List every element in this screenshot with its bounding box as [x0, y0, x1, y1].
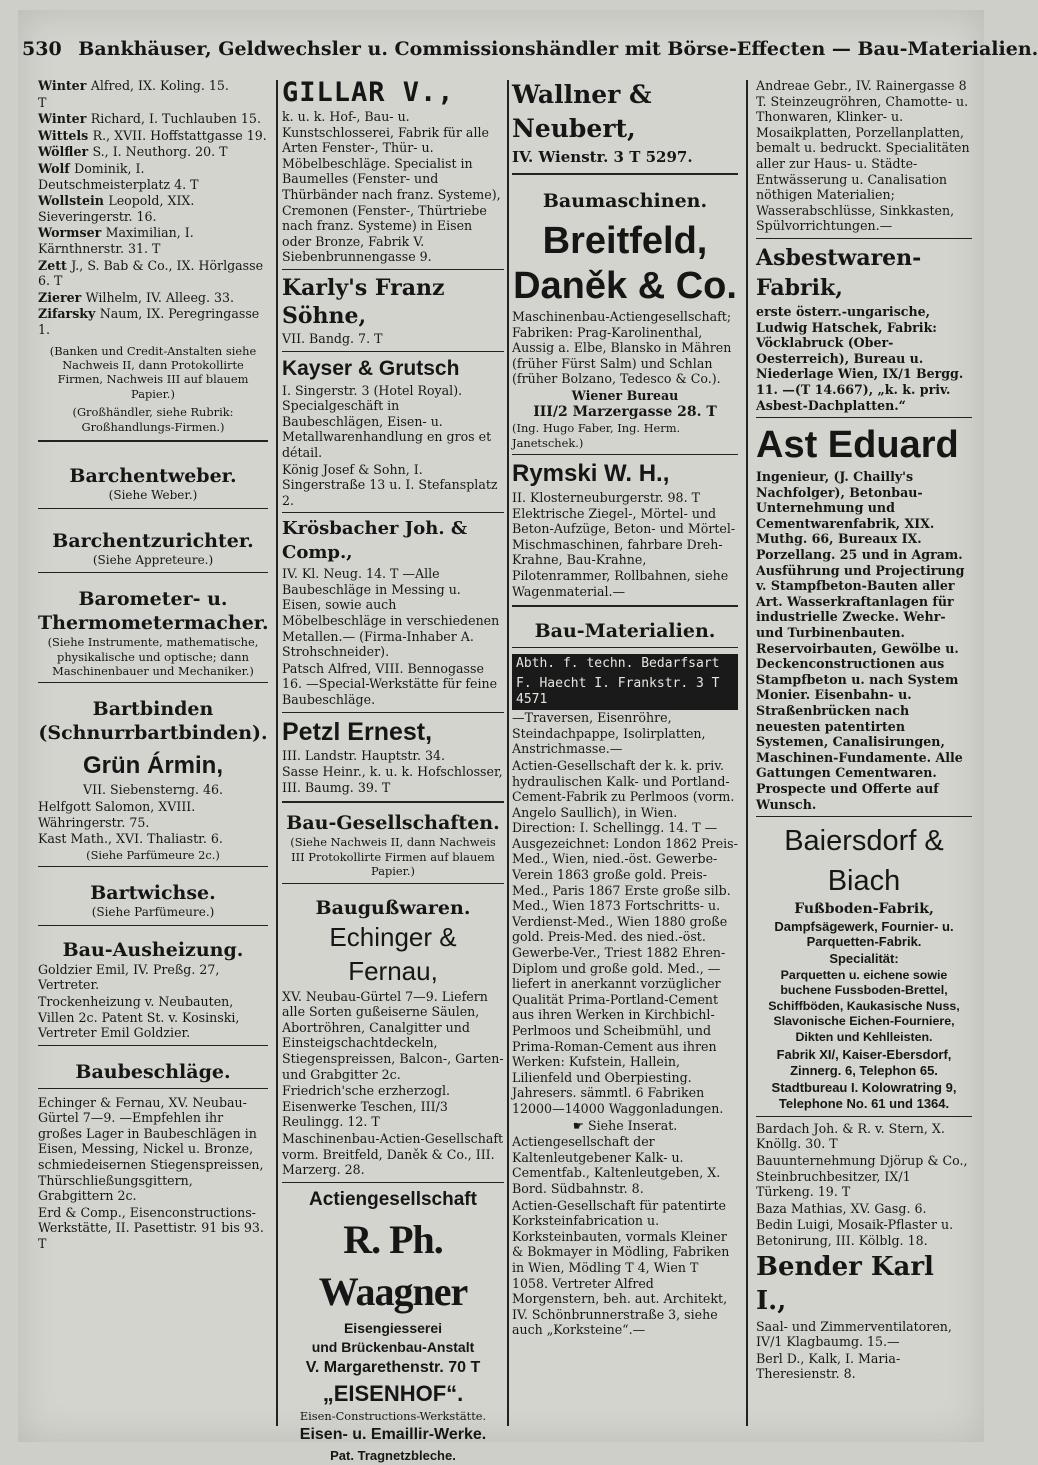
- eisenconst: Eisen-Constructions-Werkstätte.: [299, 1408, 487, 1423]
- note-wholesalers: (Großhändler, siehe Rubrik: Großhandlungs-Firmen.): [72, 405, 234, 434]
- entry-text: R., XVII. Hoffstattgasse 19.: [92, 127, 267, 143]
- section-title: Bau-Materialien.: [534, 620, 716, 643]
- entry-friedrich: Friedrich'sche erzherzogl. Eisenwerke Teschen, III/3 Reulingg. 12. T: [282, 1083, 451, 1130]
- entry-echinger: Echinger & Fernau, XV. Neubau-Gürtel 7—9. —Empfehlen ihr großes Lager in Baubeschlägen in Eisen, Messing, Nickel u. Bronze, schmiedeisernen Stiegenspreissen, Thürschließungsgittern, Grabgittern 2c.: [38, 1094, 264, 1204]
- divider: [38, 682, 268, 683]
- banner-text: —Traversen, Eisenröhre, Steindachpappe, Isolirplatten, Anstrichmasse.—: [512, 710, 706, 757]
- kroes-text: IV. Kl. Neug. 14. T —Alle Baubeschläge in Messing u. Eisen, sowie auch Möbelbeschläge in verschiedenen Metallen.— (Firma-Inhaber A. Strohschneider).: [282, 566, 500, 660]
- divider: [38, 925, 268, 926]
- column-1: [38, 78, 268, 1430]
- divider: [282, 351, 504, 352]
- column-4: [756, 78, 972, 1430]
- entry-bauunternehmung: Bauunternehmung Djörup & Co., Steinbruchbesitzer, IX/1 Türkeng. 19. T: [756, 1153, 968, 1200]
- page-number: 530: [22, 38, 62, 60]
- gillar-name: GILLAR V.,: [282, 77, 455, 108]
- divider: [512, 605, 738, 607]
- divider: [282, 712, 504, 713]
- entry-name: Zett: [38, 257, 72, 273]
- bender-name: Bender Karl I.,: [756, 1251, 934, 1316]
- ad-banner-line1: Abth. f. techn. Bedarfsart: [512, 654, 738, 674]
- inserat-ref: ☛ Siehe Inserat.: [572, 1117, 678, 1133]
- section-note: (Siehe Weber.): [108, 487, 198, 502]
- waagner-addr: V. Margarethenstr. 70 T: [305, 1358, 481, 1376]
- entry-maschinenbau: Maschinenbau-Actien-Gesellschaft vorm. Breitfeld, Daněk & Co., III. Marzerg. 28.: [282, 1130, 504, 1178]
- directory-entry: [38, 78, 268, 94]
- waagner-line2: und Brückenbau-Anstalt: [311, 1338, 475, 1355]
- rymski-name: Rymski W. H.,: [512, 459, 670, 487]
- entry-text: Wilhelm, IV. Alleeg. 33.: [85, 289, 235, 305]
- directory-entry: [38, 95, 268, 111]
- divider: [512, 454, 738, 455]
- entry-korkstein: Actien-Gesellschaft für patentirte Korksteinfabrication u. Korksteinbauten, vormals Kleiner & Bokmayer in Mödling, Fabriken in Wien, Mödling T 4, Wien T 1058. Vertreter Alfred Morgenstern, beh. aut. Architekt, IV. Schönbrunnerstraße 3, siehe auch „Korksteine“.—: [512, 1197, 730, 1338]
- entry-koenig: König Josef & Sohn, I. Singerstraße 13 u. I. Stefansplatz 2.: [282, 461, 498, 508]
- divider: [38, 1045, 268, 1046]
- entry-helfgott: Helfgott Salomon, XVIII. Währingerstr. 75.: [38, 798, 196, 830]
- entry-erd: Erd & Comp., Eisenconstructions-Werkstätte, II. Pasettistr. 91 bis 93. T: [38, 1204, 264, 1252]
- divider: [756, 1116, 972, 1117]
- breitfeld-text: Maschinenbau-Actiengesellschaft; Fabriken: Prag-Karolinenthal, Aussig a. Elbe, Blansko in Mähren (früher Fürst Salm) und Schlan (früher Bolzano, Tedesco & Co.).: [512, 309, 732, 387]
- directory-entry: [38, 128, 268, 144]
- entry-name: Wormser: [38, 225, 106, 241]
- section-title: Baugußwaren.: [315, 896, 471, 919]
- section-note: (Siehe Nachweis II, dann Nachweis III Protokollirte Firmen auf blauem Papier.): [290, 835, 496, 879]
- entry-text: Naum, IX. Peregringasse 1.: [38, 306, 260, 337]
- entry-berl: Berl D., Kalk, I. Maria-Theresienstr. 8.: [756, 1350, 901, 1382]
- waagner-name: R. Ph. Waagner: [318, 1216, 468, 1314]
- entry-name: Zifarsky: [38, 306, 100, 322]
- directory-entry: [38, 161, 268, 192]
- ad-banner-line2: F. Haecht I. Frankstr. 3 T 4571: [512, 674, 738, 710]
- eisenhof-name: „EISENHOF“.: [322, 1380, 464, 1406]
- entry-name: Winter: [38, 78, 91, 93]
- section-title: Bartbinden (Schnurrbartbinden).: [38, 698, 268, 745]
- entry-kaltenleutgeben: Actiengesellschaft der Kaltenleutgebener Kalk- u. Cementfab., Kaltenleutgeben, X. Bord. Südbahnstr. 8.: [512, 1134, 721, 1196]
- section-note: (Siehe Parfümeure.): [91, 905, 215, 920]
- directory-entry: [38, 111, 268, 127]
- kayser-text: I. Singerstr. 3 (Hotel Royal). Specialgeschäft in Baubeschlägen, Eisen- u. Metallwarenhandlung en gros et détail.: [282, 382, 492, 460]
- divider: [756, 238, 972, 239]
- entry-bedin: Bedin Luigi, Mosaik-Pflaster u. Betonirung, III. Kölblg. 18.: [756, 1217, 954, 1249]
- entry-text: S., I. Neuthorg. 20. T: [92, 144, 228, 160]
- directory-entry: [38, 193, 268, 224]
- divider: [38, 866, 268, 867]
- breitfeld-name-2: Daněk & Co.: [513, 265, 737, 307]
- column-divider: [507, 80, 509, 1426]
- bender-text: Saal- und Zimmerventilatoren, IV/1 Klagbaumg. 15.—: [756, 1318, 952, 1350]
- wiener-addr: III/2 Marzergasse 28. T: [533, 403, 717, 420]
- column-2: [282, 77, 504, 1464]
- echinger-name: Echinger & Fernau,: [329, 921, 457, 986]
- baiersdorf-fabrik: Fabrik XI/, Kaiser-Ebersdorf,: [776, 1046, 952, 1062]
- directory-entry: [38, 258, 268, 289]
- entry-sasse: Sasse Heinr., k. u. k. Hofschlosser, III. Baumg. 39. T: [282, 764, 503, 795]
- directory-entry: [38, 290, 268, 306]
- section-title: Barchentzurichter.: [52, 529, 254, 552]
- petzl-addr: III. Landstr. Hauptstr. 34.: [282, 747, 446, 763]
- entry-perlmoos: Actien-Gesellschaft der k. k. priv. hydraulischen Kalk- und Portland-Cement-Fabrik zu Perlmoos (vorm. Angelo Saullich), in Wien. Direction: I. Schellingg. 14. T —Ausgezeichnet: London 1862 Preis-Med., Wien, nied.-öst. Gewerbe-Verein 1863 große gold. Preis-Med., Paris 1867 Erste große silb. Med., Wien 1873 Fortschritts- u. Verdienst-Med., Wien 1880 große gold. Preis-Med. des nied.-öst. Gewerbe-Ver., Triest 1882 Ehren-Diplom und große gold. Med., — liefert in anerkannt vorzüglicher Qualität Prima-Portland-Cement aus ihren Werken in Kirchbichl-Perlmoos und Scheibmühl, und Prima-Roman-Cement aus ihren Werken: Kufstein, Hallein, Lilienfeld und Oberpiesting. Jahresers. sämmtl. 6 Fabriken 12000—14000 Waggonladungen.: [512, 757, 738, 1116]
- directory-entry: [38, 225, 268, 256]
- section-note: (Siehe Appreteure.): [92, 552, 214, 567]
- emaillir: Eisen- u. Emaillir-Werke.: [299, 1426, 487, 1444]
- wallner-addr: IV. Wienstr. 3 T 5297.: [512, 148, 693, 166]
- column-3: [512, 78, 738, 1430]
- entry-text: Alfred, IX. Koling. 15.: [90, 78, 229, 93]
- divider: [38, 508, 268, 509]
- echinger-text: XV. Neubau-Gürtel 7—9. Liefern alle Sorten gußeiserne Säulen, Abortröhren, Canalgitter und Einsteigschachtdeckeln, Stiegenspreissen, Balcon-, Garten- und Grabgitter 2c.: [282, 988, 504, 1082]
- wallner-name: Wallner & Neubert,: [512, 80, 652, 143]
- entry-name: Wölfler: [38, 144, 93, 160]
- entry-trockenheizung: Trockenheizung v. Neubauten, Villen 2c. Patent St. v. Kosinski, Vertreter Emil Goldzier.: [38, 993, 240, 1041]
- entry-kast: Kast Math., XVI. Thaliastr. 6.: [38, 831, 223, 847]
- wiener-ing: (Ing. Hugo Faber, Ing. Herm. Janetschek.): [512, 421, 681, 450]
- entry-name: Winter: [38, 111, 91, 127]
- divider: [38, 572, 268, 573]
- breitfeld-name-1: Breitfeld,: [542, 220, 708, 262]
- section-title: Barometer- u. Thermometermacher.: [38, 588, 269, 635]
- divider: [282, 269, 504, 270]
- column-divider: [746, 80, 748, 1426]
- entry-text: Dominik, I. Deutschmeisterplatz 4. T: [38, 160, 199, 192]
- divider: [512, 173, 738, 175]
- divider: [282, 1182, 504, 1183]
- wiener-bureau: Wiener Bureau: [571, 387, 679, 403]
- tragnetz: Pat. Tragnetzbleche.: [330, 1448, 456, 1464]
- entry-text: T: [38, 94, 47, 110]
- entry-name: Zierer: [38, 289, 86, 305]
- baiersdorf-telephone: Telephone No. 61 und 1364.: [778, 1096, 950, 1112]
- kayser-name: Kayser & Grutsch: [282, 356, 460, 380]
- entry-baza: Baza Mathias, XV. Gasg. 6.: [756, 1200, 927, 1216]
- ast-name: Ast Eduard: [756, 424, 959, 467]
- note-parfum: (Siehe Parfümeure 2c.): [86, 847, 220, 862]
- divider: [756, 417, 972, 418]
- rymski-text: II. Klosterneuburgerstr. 98. T Elektrische Ziegel-, Mörtel- und Beton-Aufzüge, Beton- und Mörtel-Mischmaschinen, fahrbare Dreh-Krahne, Bau-Krahne, Pilotenrammer, Rollbahnen, siehe Wagenmaterial.—: [512, 489, 736, 599]
- entry-patsch: Patsch Alfred, VIII. Bennogasse 16. —Special-Werkstätte für feine Baubeschläge.: [282, 660, 498, 708]
- gillar-text: k. u. k. Hof-, Bau- u. Kunstschlosserei, Fabrik für alle Arten Fenster-, Thür- u. Möbelbeschläge. Specialist in Baumelles (Fenster- und Thürbänder nach franz. Systeme), Cremonen (Fenster-, Thürtriebe nach franz. Systeme) in Eisen oder Bronze, Fabrik V. Siebenbrunnengasse 9.: [282, 109, 501, 265]
- page-title: Bankhäuser, Geldwechsler u. Commissionshändler mit Börse-Effecten — Bau-Materialien.: [78, 38, 1038, 60]
- section-title: Bau-Ausheizung.: [62, 938, 244, 961]
- entry-name: Wittels: [38, 127, 93, 143]
- baiersdorf-zinnerg: Zinnerg. 6, Telephon 65.: [790, 1063, 938, 1079]
- divider: [38, 1088, 268, 1089]
- ast-text: Ingenieur, (J. Chailly's Nachfolger), Betonbau-Unternehmung und Cementwarenfabrik, XIX. Muthg. 66, Bureaux IX. Porzellang. 25 und in Agram. Ausführung und Projectirung v. Stampfbeton-Bauten aller Art. Wasserkraftanlagen für industrielle Zwecke. Wehr- und Turbinenbauten. Reservoirbauten, Gewölbe u. Deckenconstructionen aus Stampfbeton u. nach System Monier. Eisenbahn- u. Straßenbrücken nach neuesten patentirten Systemen, Canalisirungen, Maschinen-Fundamente. Alle Gattungen Cementwaren. Prospecte und Offerte auf Wunsch.: [756, 469, 965, 812]
- divider: [282, 512, 504, 513]
- divider: [756, 816, 972, 817]
- inserat-text: Siehe Inserat.: [588, 1117, 678, 1133]
- entry-text: Leopold, XIX. Sieveringerstr. 16.: [38, 193, 195, 224]
- gruen-name: Grün Ármin,: [82, 752, 223, 780]
- entry-goldzier: Goldzier Emil, IV. Preßg. 27, Vertreter.: [38, 961, 220, 993]
- asbest-text: erste österr.-ungarische, Ludwig Hatschek, Fabrik: Vöcklabruck (Ober-Oesterreich), Bureau u. Niederlage Wien, IX/1 Bergg. 11. —(T 14.667), „k. k. priv. Asbest-Dachplatten.“: [756, 303, 964, 413]
- section-title: Bartwichse.: [90, 882, 216, 905]
- karly-name: Karly's Franz Söhne,: [282, 274, 445, 329]
- section-note: (Siehe Instrumente, mathematische, physikalische und optische; dann Maschinenbauer und Mechaniker.): [47, 635, 259, 678]
- entry-name: Wollstein: [38, 193, 109, 209]
- entry-name: Wolf: [38, 160, 75, 176]
- entry-list: [38, 78, 268, 338]
- divider: [282, 883, 504, 884]
- directory-entry: [38, 306, 268, 337]
- entry-text: Maximilian, I. Kärnthnerstr. 31. T: [38, 225, 194, 256]
- note-banks: (Banken und Credit-Anstalten siehe Nachweis II, dann Protokollirte Firmen, Nachweis III auf blauem Papier.): [49, 343, 257, 401]
- baiersdorf-line1: Fußboden-Fabrik,: [794, 901, 934, 918]
- baiersdorf-line2: Dampfsägewerk, Fournier- u. Parquetten-Fabrik.: [774, 918, 954, 950]
- karly-addr: VII. Bandg. 7. T: [282, 330, 383, 346]
- petzl-name: Petzl Ernest,: [282, 717, 433, 746]
- column-divider: [276, 80, 278, 1426]
- kroes-name: Krösbacher Joh. & Comp.,: [282, 518, 468, 564]
- section-title: Barchentweber.: [69, 464, 237, 487]
- waagner-header: Actiengesellschaft: [309, 1188, 477, 1210]
- directory-entry: [38, 144, 268, 160]
- baiersdorf-stadt: Stadtbureau I. Kolowratring 9,: [771, 1079, 957, 1095]
- section-title: Baubeschläge.: [75, 1060, 231, 1083]
- asbest-name: Asbestwaren-Fabrik,: [756, 244, 922, 301]
- gruen-addr: VII. Siebensterng. 46.: [83, 782, 223, 798]
- entry-text: J., S. Bab & Co., IX. Hörlgasse 6. T: [38, 257, 264, 289]
- section-title: Baumaschinen.: [542, 190, 708, 212]
- page-header: [22, 38, 1038, 72]
- section-title: Bau-Gesellschaften.: [286, 812, 500, 835]
- entry-bardach: Bardach Joh. & R. v. Stern, X. Knöllg. 30. T: [756, 1120, 945, 1152]
- divider: [282, 801, 504, 803]
- divider: [512, 647, 738, 648]
- baiersdorf-text: Parquetten u. eichene sowie buchene Fussboden-Brettel, Schiffböden, Kaukasische Nuss, Slavonische Eichen-Fourniere, Dikten und Kehlleisten.: [768, 967, 960, 1044]
- baiersdorf-name: Baiersdorf & Biach: [784, 825, 944, 898]
- divider: [38, 440, 268, 442]
- entry-andreae: Andreae Gebr., IV. Rainergasse 8 T. Steinzeugröhren, Chamotte- u. Thonwaren, Klinker- u. Mosaikplatten, Porzellanplatten, bemalt u. bedruckt. Specialitäten aller zur Haus- u. Städte-Entwässerung u. Canalisation nöthigen Materialien; Wasserabschlüsse, Sinkkasten, Spülvorrichtungen.—: [756, 78, 970, 234]
- waagner-line1: Eisengiesserei: [343, 1319, 443, 1336]
- baiersdorf-spec: Specialität:: [829, 950, 899, 966]
- entry-text: Richard, I. Tuchlauben 15.: [90, 111, 261, 127]
